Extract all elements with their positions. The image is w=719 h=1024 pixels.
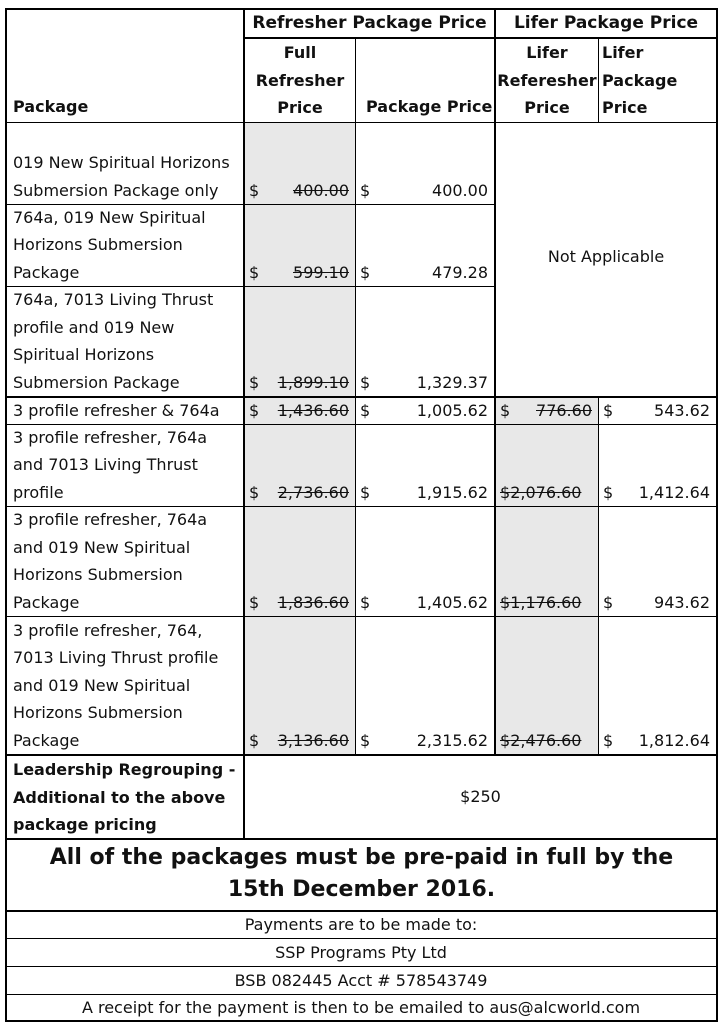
- full-price: $ 2,736.60: [243, 424, 355, 506]
- notice-line-1: All of the packages must be pre-paid in full by the: [49, 845, 674, 870]
- package-name: 764a, 019 New Spiritual Horizons Submersion Package: [5, 204, 243, 286]
- payment-receipt-note: A receipt for the payment is then to be emailed to aus@alcworld.com: [81, 998, 641, 1017]
- payment-divider: [5, 938, 717, 939]
- full-price: $ 3,136.60: [243, 616, 355, 754]
- full-refresher-column-header: Full Refresher Price: [243, 39, 355, 122]
- notice-line-2: 15th December 2016.: [227, 877, 496, 902]
- package-name: 3 profile refresher, 764, 7013 Living Thrust profile and 019 New Spiritual Horizons Submersion Package: [5, 616, 243, 754]
- full-price: $ 1,436.60: [243, 396, 355, 424]
- package-price: $ 400.00: [355, 122, 494, 204]
- package-name: 3 profile refresher & 764a: [5, 396, 243, 424]
- lifer-full-price: $1,176.60: [494, 506, 598, 616]
- package-price-column-header: Package Price: [355, 39, 494, 122]
- package-name: 019 New Spiritual Horizons Submersion Package only: [5, 122, 243, 204]
- full-price: $ 599.10: [243, 204, 355, 286]
- lifer-full-price: $2,476.60: [494, 616, 598, 754]
- lifer-package-price: $ 543.62: [598, 396, 718, 424]
- package-name: 764a, 7013 Living Thrust profile and 019 New Spiritual Horizons Submersion Package: [5, 286, 243, 396]
- prepaid-notice: [5, 838, 718, 910]
- leadership-label: Leadership Regrouping - Additional to the above package pricing: [5, 754, 243, 838]
- lifer-refresher-column-header: Lifer Referesher Price: [494, 39, 598, 122]
- package-price: $ 2,315.62: [355, 616, 494, 754]
- full-price: $ 1,899.10: [243, 286, 355, 396]
- lifer-full-price: $ 776.60: [494, 396, 598, 424]
- payment-company: SSP Programs Pty Ltd: [275, 943, 447, 962]
- package-price: $ 1,405.62: [355, 506, 494, 616]
- payment-bank-details: BSB 082445 Acct # 578543749: [234, 971, 488, 990]
- full-price: $ 1,836.60: [243, 506, 355, 616]
- lifer-full-price: $2,076.60: [494, 424, 598, 506]
- full-price: $ 400.00: [243, 122, 355, 204]
- package-name: 3 profile refresher, 764a and 7013 Living Thrust profile: [5, 424, 243, 506]
- header-blank: [5, 8, 243, 39]
- package-column-header: Package: [5, 39, 243, 122]
- refresher-group-header: Refresher Package Price: [243, 8, 494, 39]
- package-price: $ 479.28: [355, 204, 494, 286]
- lifer-group-header: Lifer Package Price: [494, 8, 718, 39]
- payment-divider: [5, 966, 717, 967]
- package-price: $ 1,915.62: [355, 424, 494, 506]
- package-name: 3 profile refresher, 764a and 019 New Spiritual Horizons Submersion Package: [5, 506, 243, 616]
- package-price: $ 1,005.62: [355, 396, 494, 424]
- lifer-package-price: $ 943.62: [598, 506, 718, 616]
- leadership-price: $250: [243, 754, 718, 838]
- not-applicable-cell: Not Applicable: [494, 122, 718, 396]
- payment-heading: Payments are to be made to:: [244, 915, 478, 934]
- lifer-package-price: $ 1,812.64: [598, 616, 718, 754]
- lifer-package-price: $ 1,412.64: [598, 424, 718, 506]
- lifer-package-column-header: Lifer Package Price: [598, 39, 718, 122]
- package-price: $ 1,329.37: [355, 286, 494, 396]
